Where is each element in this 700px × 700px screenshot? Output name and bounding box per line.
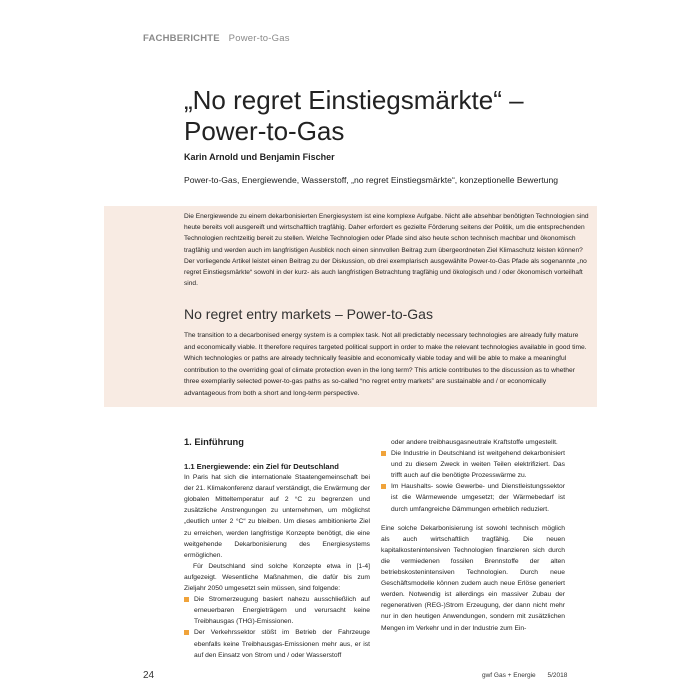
body-column-right (381, 437, 565, 634)
bullet-list (184, 594, 370, 661)
bullet-square-icon (184, 630, 189, 635)
bullet-square-icon (381, 484, 386, 489)
spacer (381, 515, 565, 523)
title-line-1: „No regret Einstiegsmärkte“ – (184, 85, 524, 115)
body-column-left (184, 437, 370, 661)
list-item: Im Haushalts- sowie Gewerbe- und Dienstleistungssektor ist die Wärmewende umgesetzt; der Wärmebedarf ist durch umfangreiche Dämmungen erheblich reduziert. (381, 481, 565, 514)
journal-footer (482, 672, 567, 679)
article-title (184, 85, 604, 147)
section-heading: 1. Einführung (184, 437, 244, 447)
bullet-square-icon (184, 597, 189, 602)
title-line-2: Power-to-Gas (184, 116, 345, 146)
subsection-heading: 1.1 Energiewende: ein Ziel für Deutschland (184, 462, 339, 472)
list-item: Die Industrie in Deutschland ist weitgehend dekarbonisiert und zu diesem Zweck in weiten Teilen elektrifiziert. Das trifft auch auf die benötigte Prozesswärme zu. (381, 448, 565, 481)
paragraph: In Paris hat sich die internationale Staatengemeinschaft bei der 21. Klimakonferenz darauf verständigt, die Erwärmung der globalen Mitteltemperatur auf 2 °C zu begrenzen und zusätzliche Anstrengungen zu unternehmen, um möglichst „deutlich unter 2 °C“ zu bleiben. Um dieses ambitionierte Ziel zu erreichen, werden langfristige Konzepte benötigt, die eine weitgehende Dekarbonisierung des Energiesystems ermöglichen. (184, 474, 370, 559)
running-header (143, 33, 290, 44)
keywords: Power-to-Gas, Energiewende, Wasserstoff, „no regret Einstiegsmärkte“, konzeptionelle Bewertung (184, 175, 559, 185)
journal-issue: 5/2018 (547, 672, 568, 679)
topic-label: Power-to-Gas (228, 33, 290, 44)
paragraph: Für Deutschland sind solche Konzepte etwa in [1-4] aufgezeigt. Wesentliche Maßnahmen, die dafür bis zum Zieljahr 2050 umgesetzt sein müssen, sind folgende: (184, 562, 370, 593)
bullet-square-icon (381, 451, 386, 456)
section-label: FACHBERICHTE (143, 33, 220, 44)
list-continuation: oder andere treibhausgasneutrale Kraftstoffe umgestellt. (391, 439, 558, 446)
list-item: Der Verkehrssektor stößt im Betrieb der Fahrzeuge ebenfalls keine Treibhausgas-Emissionen mehr aus, er ist auf den Einsatz von Strom und / oder Wasserstoff (184, 627, 370, 660)
abstract-german: Die Energiewende zu einem dekarbonisierten Energiesystem ist eine komplexe Aufgabe. Nicht alle absehbar benötigten Technologien sind heute bereits voll ausgereift und wirtschaftlich tragfähig. Daher erfordert es gezielte Förderung seitens der Politik, um die entsprechenden Technologien rechtzeitig bereit zu stellen. Welche Technologien oder Pfade sind also heute schon technisch machbar und ökonomisch tragfähig und werden auch im langfristigen Ausblick noch einen sinnvollen Beitrag zum übergeordneten Ziel Klimaschutz leisten können? Der vorliegende Artikel leistet einen Beitrag zu der Diskussion, ob drei exemplarisch ausgewählte Power-to-Gas Pfade als sogenannte „no regret Einstiegsmärkte“ sowohl in der kurz- als auch langfristigen Betrachtung tragfähig und ökologisch und / oder ökonomisch vorteilhaft sind. (184, 213, 589, 288)
bullet-list (381, 448, 565, 515)
list-item: Die Stromerzeugung basiert nahezu ausschließlich auf erneuerbaren Energieträgern und verursacht keine Treibhausgas (THG)-Emissionen. (184, 594, 370, 627)
paragraph: Eine solche Dekarbonisierung ist sowohl technisch möglich als auch wirtschaftlich tragfähig. Die neuen kapitalkostenintensiven Technologien finanzieren sich durch die vermiedenen fossilen Brennstoffe der alten betriebskostenintensiven Technologien. Durch neue Geschäftsmodelle können zudem auch neue Erlöse generiert werden. Notwendig ist allerdings ein massiver Zubau der regenerativen (REG-)Strom Erzeugung, der dann nicht mehr nur in den heutigen Anwendungen, sondern mit zusätzlichen Mengen im Verkehr und in der Industrie zum Ein- (381, 524, 565, 632)
page-number: 24 (143, 670, 155, 681)
journal-name: gwf Gas + Energie (482, 672, 536, 679)
abstract-english: The transition to a decarbonised energy system is a complex task. Not all predictably necessary technologies are already fully mature and economically viable. It therefore requires targeted political support in order to make the relevant technologies available in good time. Which technologies or paths are already technically feasible and economically viable today and will be able to make a meaningful contribution to the overriding goal of climate protection even in the long term? This article contributes to the discussion as to whether three exemplarily selected power-to-gas paths as so-called “no regret entry markets” are sustainable and / or economically advantageous from both a short and long-term perspective. (184, 332, 587, 397)
authors: Karin Arnold und Benjamin Fischer (184, 152, 335, 162)
abstract-english-title: No regret entry markets – Power-to-Gas (184, 306, 433, 322)
